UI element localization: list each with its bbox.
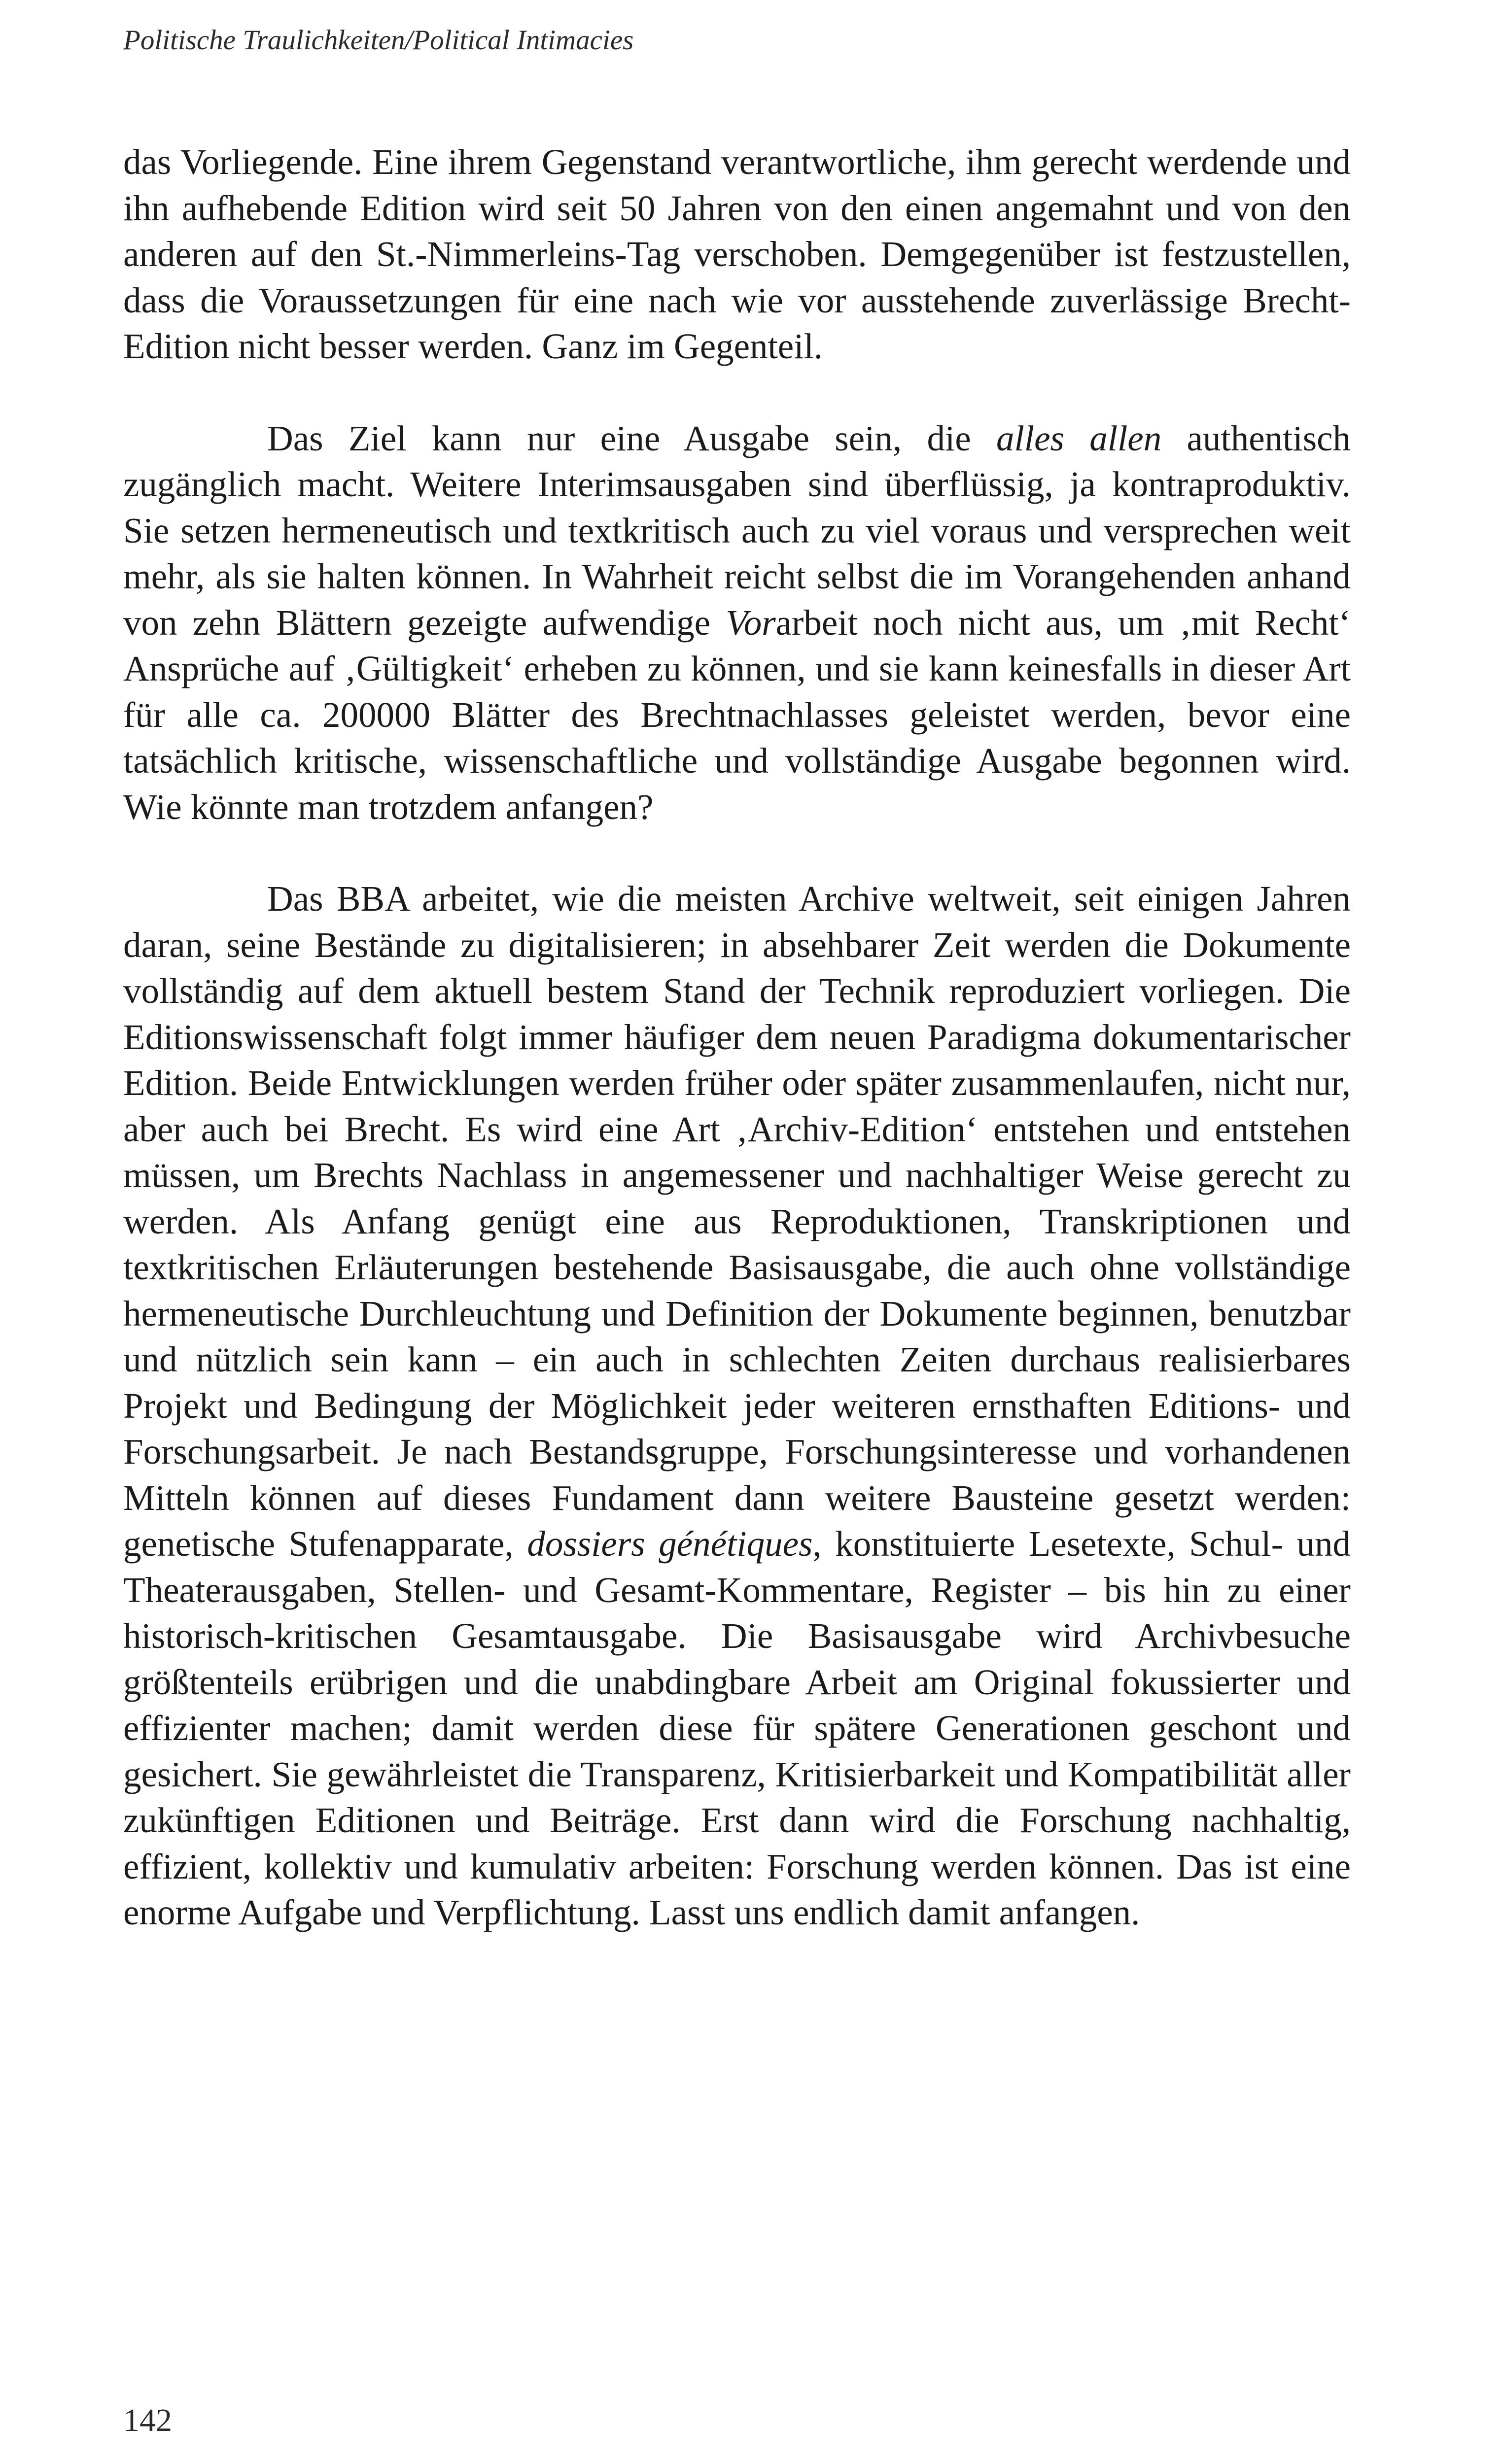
paragraph-1 [123,139,1351,370]
paragraph-3-text-a: Das BBA arbeitet, wie die meisten Archive weltweit, seit einigen Jahren daran, seine Bestände zu digitalisieren; in absehbarer Zeit werden die Dokumente vollständig auf dem aktuell bestem Stand der Technik reproduziert vorliegen. Die Editionswissenschaft folgt immer häufiger dem neuen Paradigma dokumentarischer Edition. Beide Entwicklungen werden früher oder später zusammenlaufen, nicht nur, aber auch bei Brecht. Es wird eine Art ‚Archiv-Edition‘ entstehen und entstehen müssen, um Brechts Nachlass in angemessener und nachhaltiger Weise gerecht zu werden. Als Anfang genügt eine aus Reproduktionen, Transkriptionen und textkritischen Erläuterungen bestehende Basisausgabe, die auch ohne vollständige hermeneutische Durchleuchtung und Definition der Dokumente beginnen, benutzbar und nützlich sein kann – ein auch in schlechten Zeiten durchaus realisierbares Projekt und Bedingung der Möglichkeit jeder weiteren ernsthaften Editions- und Forschungsarbeit. Je nach Bestandsgruppe, Forschungsinteresse und vorhandenen Mitteln können auf dieses Fundament dann weitere Bausteine gesetzt werden: genetische Stufenapparate, [123,879,1351,1564]
page-number: 142 [123,2402,172,2438]
paragraph-3 [123,876,1351,1936]
paragraph-3-text-b: , konstituierte Lesetexte, Schul- und Theaterausgaben, Stellen- und Gesamt-Kommentare, Register – bis hin zu einer historisch-kritischen Gesamtausgabe. Die Basisausgabe wird Archivbesuche größtenteils erübrigen und die unabdingbare Arbeit am Original fokussierter und effizienter machen; damit werden diese für spätere Generationen geschont und gesichert. Sie gewährleistet die Transparenz, Kritisierbarkeit und Kompatibilität aller zukünftigen Editionen und Beiträge. Erst dann wird die Forschung nachhaltig, effizient, kollektiv und kumulativ arbeiten: Forschung werden können. Das ist eine enorme Aufgabe und Verpflichtung. Lasst uns endlich damit anfangen. [123,1524,1351,1932]
paragraph-2-emphasis-vor: Vor [726,602,776,643]
paragraph-2-emphasis-alles-allen: alles allen [996,418,1162,458]
paragraph-1-text: das Vorliegende. Eine ihrem Gegenstand verantwortliche, ihm gerecht werdende und ihn aufhebende Edition wird seit 50 Jahren von den einen angemahnt und von den anderen auf den St.-Nimmerleins-Tag verschoben. Demgegenüber ist festzustellen, dass die Voraussetzungen für eine nach wie vor ausstehende zuverlässige Brecht-Edition nicht besser werden. Ganz im Gegenteil. [123,142,1351,366]
paragraph-2 [123,415,1351,830]
paragraph-3-emphasis-dossiers: dossiers génétiques [527,1524,813,1564]
running-header: Politische Traulichkeiten/Political Intimacies [123,25,634,56]
body-text [123,139,1351,1936]
paragraph-2-text-c: arbeit noch nicht aus, um ‚mit Recht‘ Ansprüche auf ‚Gültigkeit‘ erheben zu können, und sie kann keinesfalls in dieser Art für alle ca. 200000 Blätter des Brechtnachlasses geleistet werden, bevor eine tatsächlich kritische, wissenschaftliche und vollständige Ausgabe begonnen wird. Wie könnte man trotzdem anfangen? [123,602,1351,827]
paragraph-2-text-b: authentisch zugänglich macht. Weitere Interimsausgaben sind überflüssig, ja kontraproduktiv. Sie setzen hermeneutisch und textkritisch auch zu viel voraus und versprechen weit mehr, als sie halten können. In Wahrheit reicht selbst die im Vorangehenden anhand von zehn Blättern gezeigte aufwendige [123,418,1351,643]
paragraph-2-text-a: Das Ziel kann nur eine Ausgabe sein, die [267,418,997,458]
